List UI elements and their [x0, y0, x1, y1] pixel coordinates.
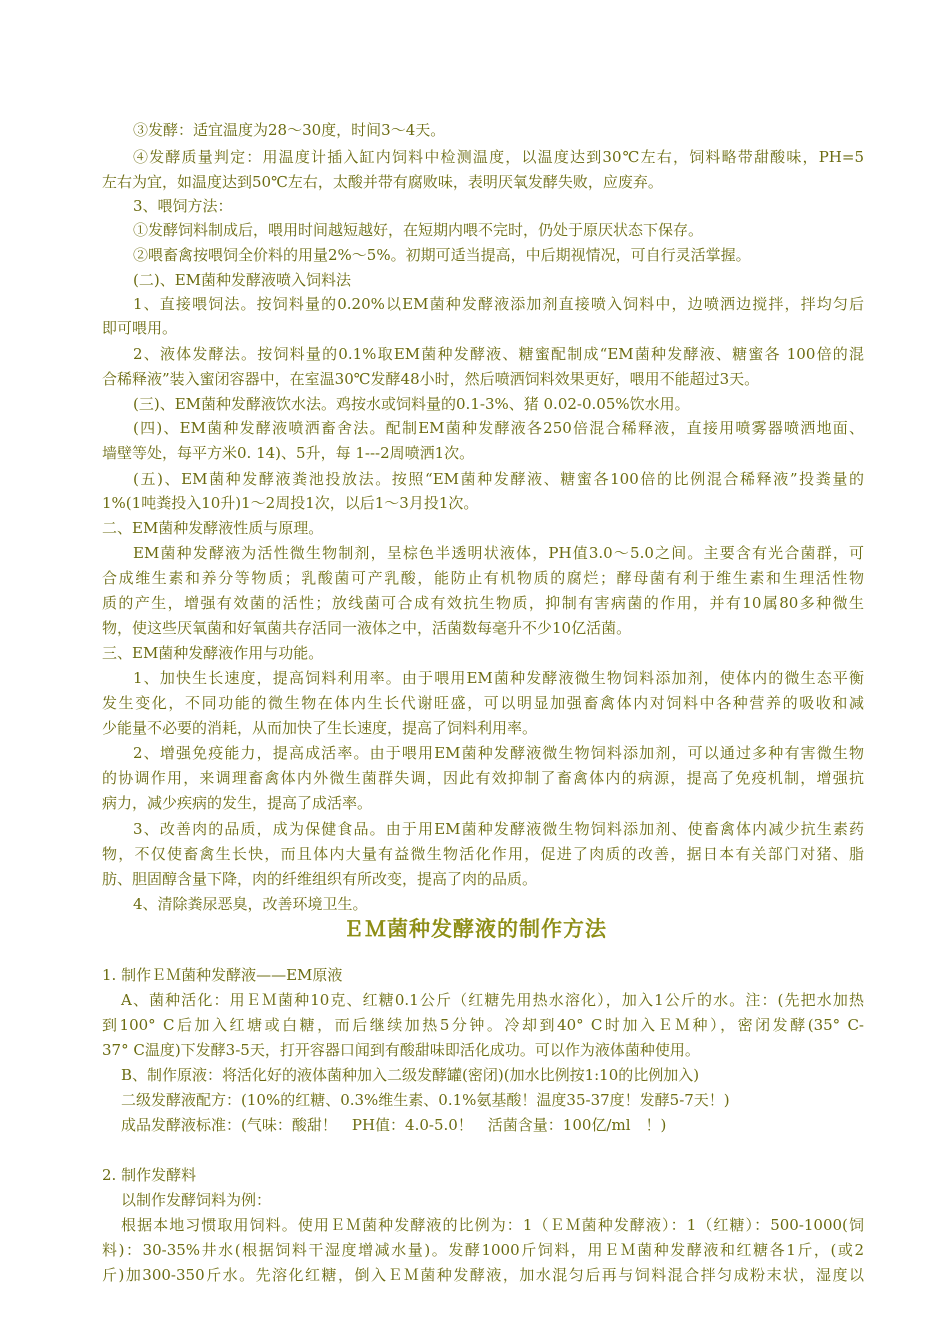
step1-formula-line: 二级发酵液配方：(10%的红糖、0.3%维生素、0.1%氨基酸！温度35-37度！发酵5-7天！)	[121, 1091, 730, 1109]
quality-judgment-line-2: 左右为宜，如温度达到50℃左右，太酸并带有腐败味，表明厌氧发酵失败，应废弃。	[102, 173, 663, 191]
step1-heading: 1. 制作ＥＭ菌种发酵液——EM原液	[102, 966, 343, 984]
feeding-item-2: ②喂畜禽按喂饲全价料的用量2%～5%。初期可适当提高，中后期视情况，可自行灵活掌握。	[133, 246, 751, 264]
function-4-line: 4、清除粪尿恶臭，改善环境卫生。	[133, 895, 368, 913]
properties-heading: 二、EM菌种发酵液性质与原理。	[102, 519, 324, 537]
step1-a-line-1: A、菌种活化：用ＥＭ菌种10克、红糖0.1公斤（红糖先用热水溶化），加入1公斤的水。注：(先把水加热	[121, 991, 864, 1009]
functions-heading: 三、EM菌种发酵液作用与功能。	[102, 644, 324, 662]
feeding-method-heading: 3、喂饲方法：	[133, 197, 233, 215]
quality-judgment-line-1: ④发酵质量判定：用温度计插入缸内饲料中检测温度，以温度达到30℃左右，饲料略带甜酸味，PH=5	[133, 148, 864, 166]
function-3-line-2: 物，不仅使畜禽生长快，而且体内大量有益微生物活化作用，促进了肉质的改善，据日本有关部门对猪、脂	[102, 845, 864, 863]
manure-pit-line-2: 1%(1吨粪投入10升)1～2周投1次，以后1～3月投1次。	[102, 494, 479, 512]
spray-item-2-line-1: 2、液体发酵法。按饲料量的0.1%取EM菌种发酵液、糖蜜配制成“EM菌种发酵液、糖蜜各 100倍的混	[133, 345, 864, 363]
function-2-line-3: 病力，减少疾病的发生，提高了成活率。	[102, 794, 373, 812]
step2-body-line-3: 斤)加300-350斤水。先溶化红糖，倒入ＥＭ菌种发酵液，加水混匀后再与饲料混合拌匀成粉末状，湿度以	[102, 1266, 864, 1284]
step2-heading: 2. 制作发酵料	[102, 1166, 197, 1184]
barn-spray-line-1: (四)、EM菌种发酵液喷洒畜舍法。配制EM菌种发酵液各250倍混合稀释液，直接用喷雾器喷洒地面、	[133, 419, 864, 437]
spray-item-2-line-2: 合稀释液”装入蜜闭容器中，在室温30℃发酵48小时，然后喷洒饲料效果更好，喂用不能超过3天。	[102, 370, 760, 388]
function-3-line-1: 3、改善肉的品质，成为保健食品。由于用EM菌种发酵液微生物饲料添加剂、使畜禽体内减少抗生素药	[133, 820, 864, 838]
function-3-line-3: 肪、胆固醇含量下降，肉的纤维组织有所改变，提高了肉的品质。	[102, 870, 538, 888]
properties-body-line-3: 质的产生，增强有效菌的活性；放线菌可合成有效抗生物质，抑制有害病菌的作用，并有10属80多种微生	[102, 594, 864, 612]
step1-b-line: B、制作原液：将活化好的液体菌种加入二级发酵罐(密闭)(加水比例按1:10的比例加入)	[121, 1066, 700, 1084]
spray-item-1-line-1: 1、直接喂饲法。按饲料量的0.20%以EM菌种发酵液添加剂直接喷入饲料中，边喷洒边搅拌，拌均匀后	[133, 295, 864, 313]
function-1-line-3: 少能量不必要的消耗，从而加快了生长速度，提高了饲料利用率。	[102, 719, 538, 737]
barn-spray-line-2: 墙壁等处，每平方米0. 14)、5升，每 1---2周喷洒1次。	[102, 444, 475, 462]
properties-body-line-4: 物，使这些厌氧菌和好氧菌共存活同一液体之中，活菌数每毫升不少10亿活菌。	[102, 619, 632, 637]
spray-item-1-line-2: 即可喂用。	[102, 319, 178, 337]
function-2-line-2: 的协调作用，来调理畜禽体内外微生菌群失调，因此有效抑制了畜禽体内的病源，提高了免疫机制，增强抗	[102, 769, 864, 787]
manure-pit-line-1: (五)、EM菌种发酵液粪池投放法。按照“EM菌种发酵液、糖蜜各100倍的比例混合稀释液”投粪量的	[133, 470, 864, 488]
step1-a-line-2: 到100° C后加入红塘或白糖，而后继续加热5分钟。冷却到40° C时加入ＥＭ种），密闭发酵(35° C-	[102, 1016, 864, 1034]
properties-body-line-2: 合成维生素和养分等物质；乳酸菌可产乳酸，能防止有机物质的腐烂；酵母菌有利于维生素和生理活性物	[102, 569, 864, 587]
spray-method-heading: (二)、EM菌种发酵液喷入饲料法	[133, 271, 352, 289]
function-1-line-2: 发生变化，不同功能的微生物在体内生长代谢旺盛，可以明显加强畜禽体内对饲料中各种营养的吸收和减	[102, 694, 864, 712]
step1-a-line-3: 37° C温度)下发酵3-5天，打开容器口闻到有酸甜味即活化成功。可以作为液体菌种使用。	[102, 1041, 700, 1059]
step2-body-line-1: 根据本地习惯取用饲料。使用ＥＭ菌种发酵液的比例为：1（ＥＭ菌种发酵液）：1（红糖）：500-1000(饲	[121, 1216, 864, 1234]
feeding-item-1: ①发酵饲料制成后，喂用时间越短越好，在短期内喂不完时，仍处于原厌状态下保存。	[133, 221, 704, 239]
step2-example-line: 以制作发酵饲料为例：	[121, 1191, 272, 1209]
properties-body-line-1: EM菌种发酵液为活性微生物制剂，呈棕色半透明状液体，PH值3.0～5.0之间。主要含有光合菌群，可	[133, 544, 864, 562]
fermentation-temp-line: ③发酵：适宜温度为28～30度，时间3～4天。	[133, 121, 446, 139]
drinking-method-line: (三)、EM菌种发酵液饮水法。鸡按水或饲料量的0.1-3%、猪 0.02-0.05%饮水用。	[133, 395, 690, 413]
section-title: ＥＭ菌种发酵液的制作方法	[343, 917, 607, 941]
function-2-line-1: 2、增强免疫能力，提高成活率。由于喂用EM菌种发酵液微生物饲料添加剂，可以通过多种有害微生物	[133, 744, 864, 762]
function-1-line-1: 1、加快生长速度，提高饲料利用率。由于喂用EM菌种发酵液微生物饲料添加剂，使体内的微生态平衡	[133, 669, 864, 687]
step1-standard-line: 成品发酵液标准：(气味：酸甜！ PH值：4.0-5.0！ 活菌含量：100亿/ml ！)	[121, 1116, 667, 1134]
step2-body-line-2: 料)：30-35%井水(根据饲料干湿度增减水量)。发酵1000斤饲料，用ＥＭ菌种发酵液和红糖各1斤，(或2	[102, 1241, 864, 1259]
